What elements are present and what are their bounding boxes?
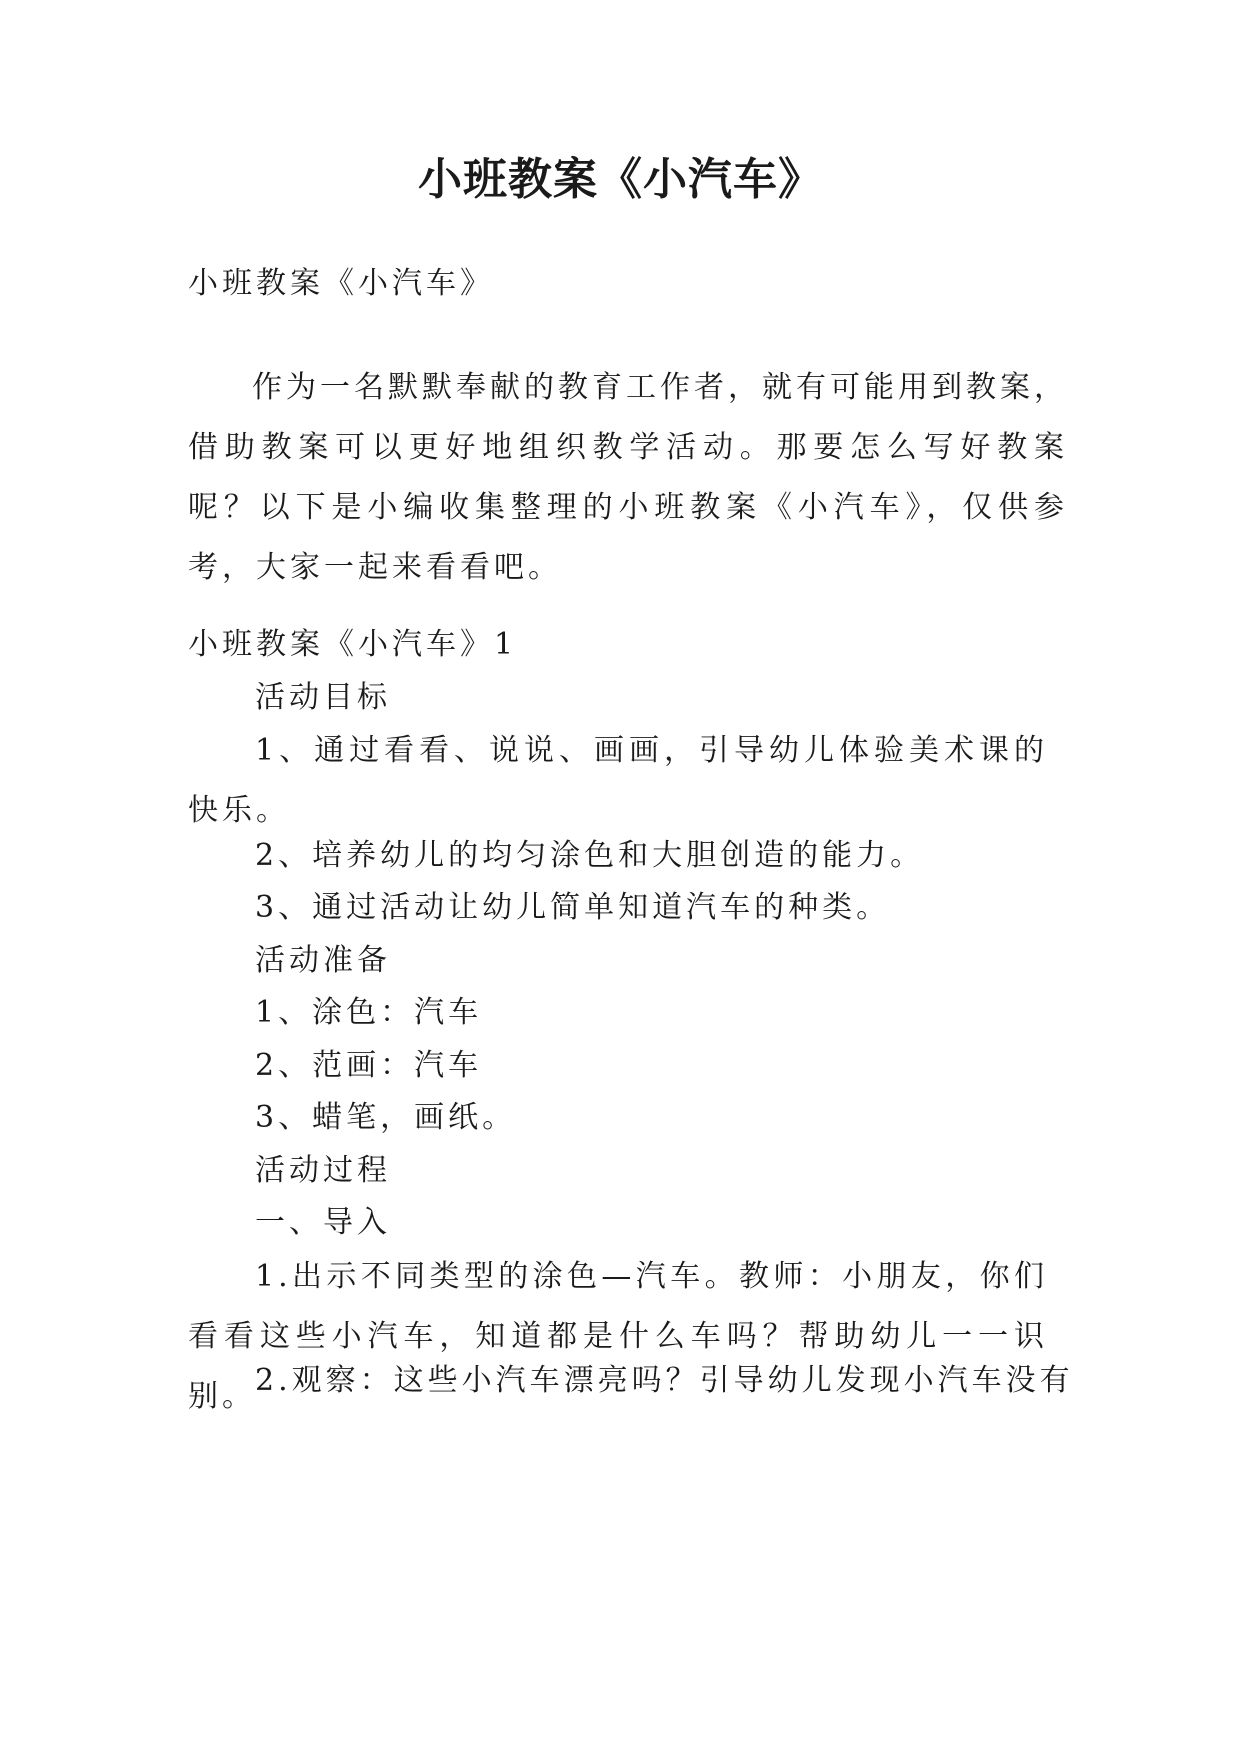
step-item-2: 2.观察：这些小汽车漂亮吗？引导幼儿发现小汽车没有 <box>255 1363 1074 1398</box>
prep-heading: 活动准备 <box>255 943 391 978</box>
goal-item-2: 2、培养幼儿的均匀涂色和大胆创造的能力。 <box>255 838 925 873</box>
intro-paragraph: 作为一名默默奉献的教育工作者，就有可能用到教案，借助教案可以更好地组织教学活动。那要怎么写好教案呢？以下是小编收集整理的小班教案《小汽车》，仅供参考，大家一起来看看吧。 <box>188 370 1068 585</box>
prep-item-3: 3、蜡笔，画纸。 <box>255 1100 517 1135</box>
document-subtitle: 小班教案《小汽车》 <box>188 266 494 301</box>
goal-heading: 活动目标 <box>255 680 391 715</box>
step-heading: 一、导入 <box>255 1205 391 1240</box>
goal-item-1: 1、通过看看、说说、画画，引导幼儿体验美术课的快乐。 <box>188 733 1048 828</box>
prep-item-1: 1、涂色：汽车 <box>255 995 483 1030</box>
goal-item-3: 3、通过活动让幼儿简单知道汽车的种类。 <box>255 890 891 925</box>
process-heading: 活动过程 <box>255 1153 391 1188</box>
document-title: 小班教案《小汽车》 <box>418 154 823 205</box>
section-title: 小班教案《小汽车》1 <box>188 627 518 662</box>
prep-item-2: 2、范画：汽车 <box>255 1048 483 1083</box>
step-item-1: 1.出示不同类型的涂色—汽车。教师：小朋友，你们看看这些小汽车，知道都是什么车吗？帮助幼儿一一识别。 <box>188 1259 1048 1414</box>
